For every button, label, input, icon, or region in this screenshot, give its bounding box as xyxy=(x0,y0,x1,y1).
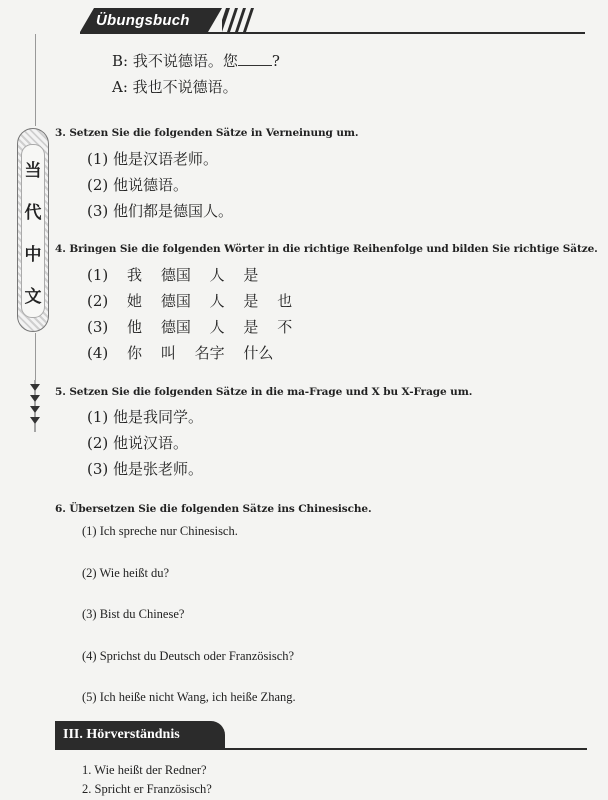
item-text: 他是汉语老师。 xyxy=(113,150,219,168)
side-tab-char: 文 xyxy=(24,287,42,307)
item-number: (3) xyxy=(87,318,109,336)
exercise-item xyxy=(87,174,188,195)
item-text: 他是张老师。 xyxy=(113,460,204,478)
exercise-3-instruction: 3. Setzen Sie die folgenden Sätze in Verneinung um. xyxy=(55,127,359,139)
exercise-item xyxy=(82,607,184,622)
side-tab-char: 中 xyxy=(24,245,42,265)
speaker-label: B: xyxy=(112,52,129,70)
word: 德国 xyxy=(160,292,191,310)
word: 是 xyxy=(243,266,259,284)
word: 什么 xyxy=(243,344,274,362)
dialogue-line xyxy=(112,76,238,97)
dialogue-line xyxy=(112,50,280,71)
item-number: (3) xyxy=(87,460,109,478)
item-text: 他说汉语。 xyxy=(113,434,189,452)
word: 她 xyxy=(127,292,143,310)
exercise-item xyxy=(87,316,292,337)
word: 叫 xyxy=(160,344,176,362)
dialogue-text: 我不说德语。您 xyxy=(132,52,238,70)
word: 他 xyxy=(127,318,143,336)
word: 德国 xyxy=(160,318,191,336)
exercise-item xyxy=(87,148,218,169)
header-title: Übungsbuch xyxy=(96,12,190,29)
item-text: Spricht er Französisch? xyxy=(94,782,212,796)
item-number: 2. xyxy=(82,782,92,796)
dialogue-tail: ? xyxy=(271,52,280,70)
exercise-item xyxy=(87,342,273,363)
exercise-item xyxy=(82,649,294,664)
exercise-item xyxy=(87,264,258,285)
dialogue-text: 我也不说德语。 xyxy=(132,78,238,96)
exercise-item xyxy=(87,200,233,221)
word: 人 xyxy=(209,266,225,284)
item-number: (1) xyxy=(87,150,109,168)
item-text: 他说德语。 xyxy=(113,176,189,194)
word: 是 xyxy=(243,292,259,310)
item-number: (2) xyxy=(87,434,109,452)
item-number: (2) xyxy=(82,566,97,580)
word: 人 xyxy=(209,318,225,336)
item-text: Sprichst du Deutsch oder Französisch? xyxy=(99,649,295,663)
word: 名字 xyxy=(194,344,225,362)
item-number: (5) xyxy=(82,690,97,704)
exercise-item xyxy=(82,690,296,705)
item-number: (4) xyxy=(87,344,109,362)
side-tab-char: 当 xyxy=(24,161,42,181)
side-arrows-decoration xyxy=(28,380,42,432)
header-stripes-decoration xyxy=(222,8,254,32)
item-text: Ich heiße nicht Wang, ich heiße Zhang. xyxy=(99,690,296,704)
side-tab-char: 代 xyxy=(24,203,42,223)
exercise-6-instruction: 6. Übersetzen Sie die folgenden Sätze ins Chinesische. xyxy=(55,503,372,515)
speaker-label: A: xyxy=(112,78,128,96)
item-number: 1. xyxy=(82,763,92,777)
item-number: (2) xyxy=(87,292,109,310)
exercise-4-instruction: 4. Bringen Sie die folgenden Wörter in die richtige Reihenfolge und bilden Sie richtige Sätze. xyxy=(55,243,598,255)
word: 你 xyxy=(127,344,143,362)
item-number: (2) xyxy=(87,176,109,194)
item-text: Ich spreche nur Chinesisch. xyxy=(99,524,238,538)
item-text: 他们都是德国人。 xyxy=(113,202,234,220)
word: 德国 xyxy=(160,266,191,284)
exercise-item xyxy=(82,566,169,581)
word: 人 xyxy=(209,292,225,310)
side-rule-bottom xyxy=(35,333,36,380)
word: 我 xyxy=(127,266,143,284)
word: 是 xyxy=(243,318,259,336)
item-number: (3) xyxy=(82,607,97,621)
item-number: (1) xyxy=(87,408,109,426)
word: 也 xyxy=(277,292,293,310)
listening-question xyxy=(82,763,207,778)
item-number: (1) xyxy=(87,266,109,284)
item-number: (4) xyxy=(82,649,97,663)
listening-question xyxy=(82,782,212,797)
item-text: Wie heißt du? xyxy=(99,566,170,580)
item-number: (1) xyxy=(82,524,97,538)
exercise-item xyxy=(87,406,203,427)
section-title: III. Hörverständnis xyxy=(63,727,180,742)
exercise-item xyxy=(82,524,238,539)
exercise-5-instruction: 5. Setzen Sie die folgenden Sätze in die ma-Frage und X bu X-Frage um. xyxy=(55,386,473,398)
item-text: Wie heißt der Redner? xyxy=(94,763,207,777)
item-number: (3) xyxy=(87,202,109,220)
side-rule-top xyxy=(35,34,36,126)
section-rule xyxy=(55,748,587,750)
fill-in-blank[interactable] xyxy=(238,52,272,66)
exercise-item xyxy=(87,432,188,453)
item-text: Bist du Chinese? xyxy=(99,607,185,621)
item-text: 他是我同学。 xyxy=(113,408,204,426)
header-rule xyxy=(80,32,585,34)
exercise-item xyxy=(87,290,292,311)
word: 不 xyxy=(277,318,293,336)
exercise-item xyxy=(87,458,203,479)
